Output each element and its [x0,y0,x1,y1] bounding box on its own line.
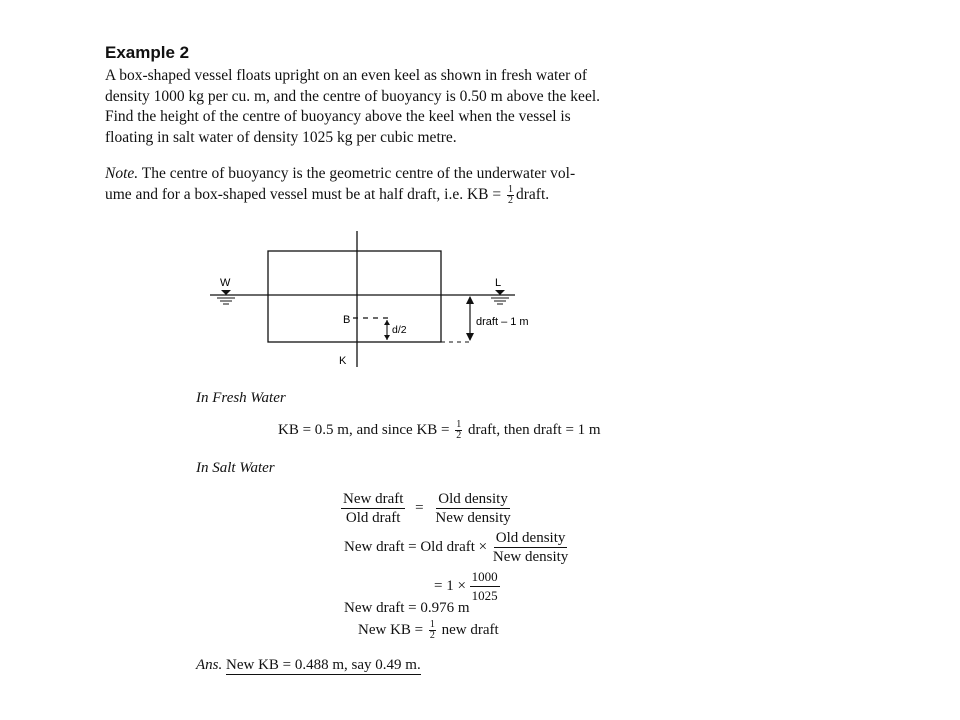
fresh-eq-text-2: draft, then draft = 1 m [464,421,601,438]
half-fraction: $\frac{1}{2}$ [508,183,514,206]
fresh-water-title: In Fresh Water [196,390,286,406]
problem-line: floating in salt water of density 1025 kg per cubic metre. [105,128,457,146]
fresh-eq-text: KB = 0.5 m, and since KB = [278,421,454,438]
note-text-2: ume and for a box-shaped vessel must be at half draft, i.e. KB = [105,185,506,203]
label-k: K [339,355,347,367]
half-fraction: $\frac{1}{2}$ [456,419,462,441]
label-l: L [495,277,502,289]
note-label: Note. [105,165,139,182]
l-water-symbol [491,290,509,304]
answer-label: Ans. [196,657,223,673]
new-draft-equation: New draft = Old draft × $\frac{\text{Old density}}{\text{New density}}$ [344,530,569,565]
problem-line: density 1000 kg per cu. m, and the centre of buoyancy is 0.50 m above the keel. [105,87,601,105]
half-fraction: $\frac{1}{2}$ [429,619,435,641]
note-text-3: draft. [516,185,550,203]
label-draft: draft – 1 m [476,316,529,328]
label-b: B [343,314,351,326]
density-ratio: $\frac{\text{Old density}}{\text{New density}}$ [435,491,511,526]
value-equation: = 1 × $\frac{1000}{1025}$ [434,569,498,603]
example-heading: Example 2 [105,43,190,62]
w-water-symbol [217,290,235,304]
answer-line [196,657,421,674]
new-draft-result: New draft = 0.976 m [344,600,470,616]
label-w: W [220,277,231,289]
fresh-water-equation [278,420,601,441]
problem-line: Find the height of the centre of buoyancy above the keel when the vessel is [105,108,571,125]
answer-text: New KB = 0.488 m, say 0.49 m. [226,657,421,673]
label-d2: d/2 [392,324,407,336]
note-text-1: The centre of buoyancy is the geometric centre of the underwater vol- [138,165,576,182]
problem-line: A box-shaped vessel floats upright on an even keel as shown in fresh water of [105,67,588,84]
vessel-box [268,251,441,342]
draft-ratio: $\frac{\text{New draft}}{\text{Old draft}}$ [343,491,404,526]
ratio-equation: $\frac{\text{New draft}}{\text{Old draft}}$ = $\frac{\text{Old density}}{\text{New density}}$ [343,491,511,526]
value-fraction: $\frac{1000}{1025}$ [471,569,498,603]
salt-water-title: In Salt Water [196,460,275,476]
density-ratio: $\frac{\text{Old density}}{\text{New density}}$ [492,530,569,565]
new-kb-equation: New KB = $\frac{1}{2}$ new draft [358,619,499,641]
